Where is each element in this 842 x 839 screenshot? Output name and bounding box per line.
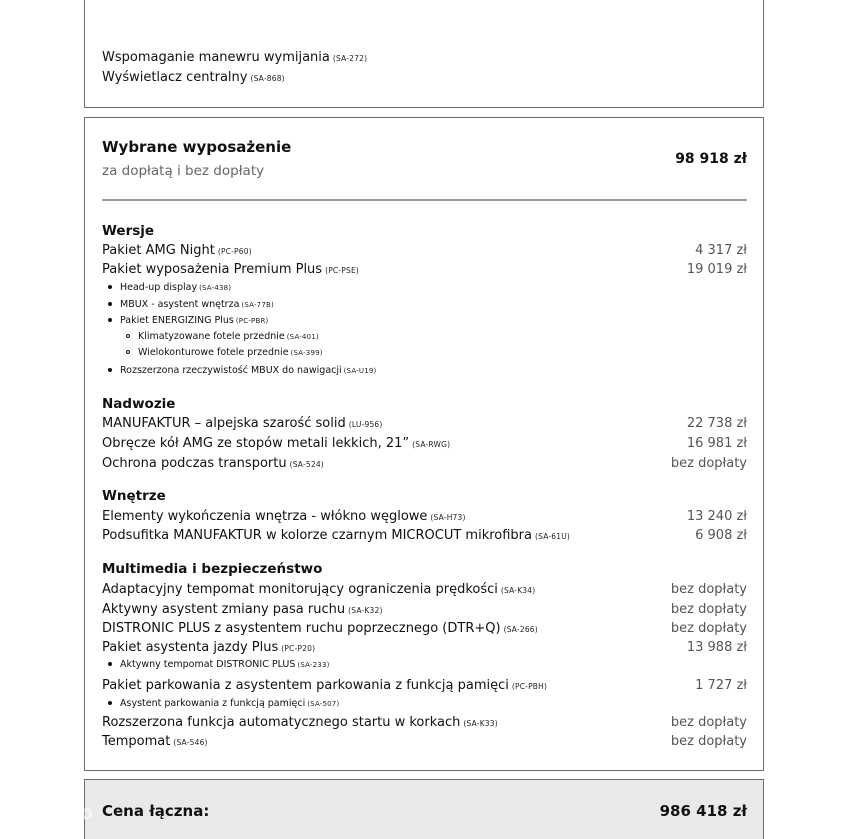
bullet-icon bbox=[108, 302, 112, 306]
item-label: Rozszerzona funkcja automatycznego startu w korkach bbox=[102, 715, 461, 730]
item-label: DISTRONIC PLUS z asystentem ruchu poprzecznego (DTR+Q) bbox=[102, 621, 501, 636]
sub-item bbox=[108, 315, 268, 327]
item-label: Aktywny asystent zmiany pasa ruchu bbox=[102, 602, 346, 617]
divider bbox=[102, 199, 747, 201]
item-code: (SA-546) bbox=[173, 738, 208, 747]
item-price: 22 738 zł bbox=[686, 416, 747, 431]
item-code: (SA-272) bbox=[332, 54, 368, 63]
item-code: (SA-868) bbox=[250, 74, 285, 83]
item-label: Pakiet wyposażenia Premium Plus bbox=[102, 262, 323, 277]
item-price: bez dopłaty bbox=[670, 715, 747, 730]
item-price: 4 317 zł bbox=[695, 243, 747, 258]
item-label: Wspomaganie manewru wymijania bbox=[102, 50, 330, 65]
total-price-label: Cena łączna: bbox=[102, 802, 210, 820]
selected-equipment-box bbox=[84, 117, 764, 771]
equipment-item bbox=[102, 456, 324, 473]
sub-item-code: (PC-PBR) bbox=[235, 317, 269, 325]
total-price-box bbox=[84, 779, 764, 839]
equipment-item bbox=[102, 640, 315, 657]
item-code: (SA-61U) bbox=[535, 532, 571, 541]
equipment-item bbox=[102, 416, 383, 433]
sub-item-label: Klimatyzowane fotele przednie bbox=[138, 331, 285, 342]
sub-item-label: Rozszerzona rzeczywistość MBUX do nawigacji bbox=[120, 365, 342, 376]
section-title-wnetrze: Wnętrze bbox=[102, 488, 166, 504]
equipment-item bbox=[102, 678, 547, 695]
selected-equipment-title: Wybrane wyposażenie bbox=[102, 138, 292, 156]
sub-item bbox=[108, 698, 339, 710]
sub-item-code: (SA-438) bbox=[199, 284, 232, 292]
item-label: Pakiet asystenta jazdy Plus bbox=[102, 640, 279, 655]
item-label: Pakiet AMG Night bbox=[102, 243, 215, 258]
bullet-icon bbox=[108, 368, 112, 372]
sub-item bbox=[108, 659, 330, 671]
item-price: bez dopłaty bbox=[670, 456, 747, 471]
equipment-item bbox=[102, 262, 359, 279]
item-code: (SA-K32) bbox=[348, 606, 383, 615]
sub-sub-item bbox=[126, 347, 323, 359]
item-price: 13 240 zł bbox=[686, 509, 747, 524]
equipment-item bbox=[102, 70, 285, 87]
item-code: (SA-K34) bbox=[500, 586, 536, 595]
item-code: (PC-PBH) bbox=[511, 682, 548, 691]
watermark-logo: otomoto bbox=[0, 802, 94, 824]
item-price: bez dopłaty bbox=[670, 582, 747, 597]
item-code: (PC-P60) bbox=[217, 247, 252, 256]
equipment-item bbox=[102, 509, 466, 526]
item-code: (PC-P20) bbox=[281, 644, 316, 653]
sub-item-code: (SA-399) bbox=[290, 349, 323, 357]
item-code: (LU-956) bbox=[348, 420, 383, 429]
item-label: Pakiet parkowania z asystentem parkowania z funkcją pamięci bbox=[102, 678, 509, 693]
item-label: Adaptacyjny tempomat monitorujący ograniczenia prędkości bbox=[102, 582, 498, 597]
sub-item-code: (SA-233) bbox=[297, 661, 330, 669]
sub-sub-item bbox=[126, 331, 319, 343]
item-price: 1 727 zł bbox=[695, 678, 747, 693]
section-title-multimedia: Multimedia i bezpieczeństwo bbox=[102, 561, 323, 577]
circle-bullet-icon bbox=[126, 350, 130, 354]
equipment-item bbox=[102, 243, 252, 260]
equipment-item bbox=[102, 621, 538, 638]
item-label: Podsufitka MANUFAKTUR w kolorze czarnym MICROCUT mikrofibra bbox=[102, 528, 532, 543]
item-code: (SA-RWG) bbox=[412, 440, 451, 449]
item-code: (SA-266) bbox=[503, 625, 538, 634]
previous-equipment-box bbox=[84, 0, 764, 108]
item-code: (SA-H73) bbox=[430, 513, 466, 522]
equipment-item bbox=[102, 582, 535, 599]
selected-equipment-total: 98 918 zł bbox=[675, 151, 747, 167]
item-price: 6 908 zł bbox=[695, 528, 747, 543]
sub-item bbox=[108, 299, 274, 311]
sub-item-label: Head-up display bbox=[120, 282, 198, 293]
bullet-icon bbox=[108, 285, 112, 289]
item-label: Tempomat bbox=[102, 734, 171, 749]
item-price: bez dopłaty bbox=[670, 734, 747, 749]
equipment-item bbox=[102, 436, 450, 453]
sub-item-label: Wielokonturowe fotele przednie bbox=[138, 347, 289, 358]
circle-bullet-icon bbox=[126, 334, 130, 338]
item-code: (SA-K33) bbox=[463, 719, 498, 728]
sub-item-label: Pakiet ENERGIZING Plus bbox=[120, 315, 234, 326]
selected-equipment-subtitle: za dopłatą i bez dopłaty bbox=[102, 163, 265, 179]
bullet-icon bbox=[108, 318, 112, 322]
item-code: (PC-PSE) bbox=[325, 266, 360, 275]
sub-item-label: Aktywny tempomat DISTRONIC PLUS bbox=[120, 659, 296, 670]
sub-item-label: MBUX - asystent wnętrza bbox=[120, 299, 240, 310]
sub-item-label: Asystent parkowania z funkcją pamięci bbox=[120, 698, 306, 709]
item-code: (SA-524) bbox=[289, 460, 324, 469]
item-price: 16 981 zł bbox=[686, 436, 747, 451]
equipment-item bbox=[102, 528, 570, 545]
sub-item-code: (SA-401) bbox=[286, 333, 319, 341]
equipment-item bbox=[102, 602, 383, 619]
item-price: 13 988 zł bbox=[686, 640, 747, 655]
equipment-item bbox=[102, 734, 208, 751]
item-price: 19 019 zł bbox=[686, 262, 747, 277]
sub-item bbox=[108, 365, 376, 377]
bullet-icon bbox=[108, 662, 112, 666]
total-price-value: 986 418 zł bbox=[659, 802, 747, 820]
sub-item-code: (SA-77B) bbox=[241, 301, 274, 309]
sub-item bbox=[108, 282, 231, 294]
sub-item-code: (SA-507) bbox=[307, 700, 340, 708]
bullet-icon bbox=[108, 701, 112, 705]
item-label: Elementy wykończenia wnętrza - włókno węglowe bbox=[102, 509, 428, 524]
item-label: Obręcze kół AMG ze stopów metali lekkich, 21” bbox=[102, 436, 410, 451]
sub-item-code: (SA-U19) bbox=[343, 367, 377, 375]
item-label: Ochrona podczas transportu bbox=[102, 456, 287, 471]
equipment-item bbox=[102, 50, 367, 67]
item-label: MANUFAKTUR – alpejska szarość solid bbox=[102, 416, 346, 431]
item-label: Wyświetlacz centralny bbox=[102, 70, 248, 85]
section-title-wersje: Wersje bbox=[102, 223, 155, 239]
item-price: bez dopłaty bbox=[670, 621, 747, 636]
section-title-nadwozie: Nadwozie bbox=[102, 396, 176, 412]
item-price: bez dopłaty bbox=[670, 602, 747, 617]
equipment-item bbox=[102, 715, 498, 732]
